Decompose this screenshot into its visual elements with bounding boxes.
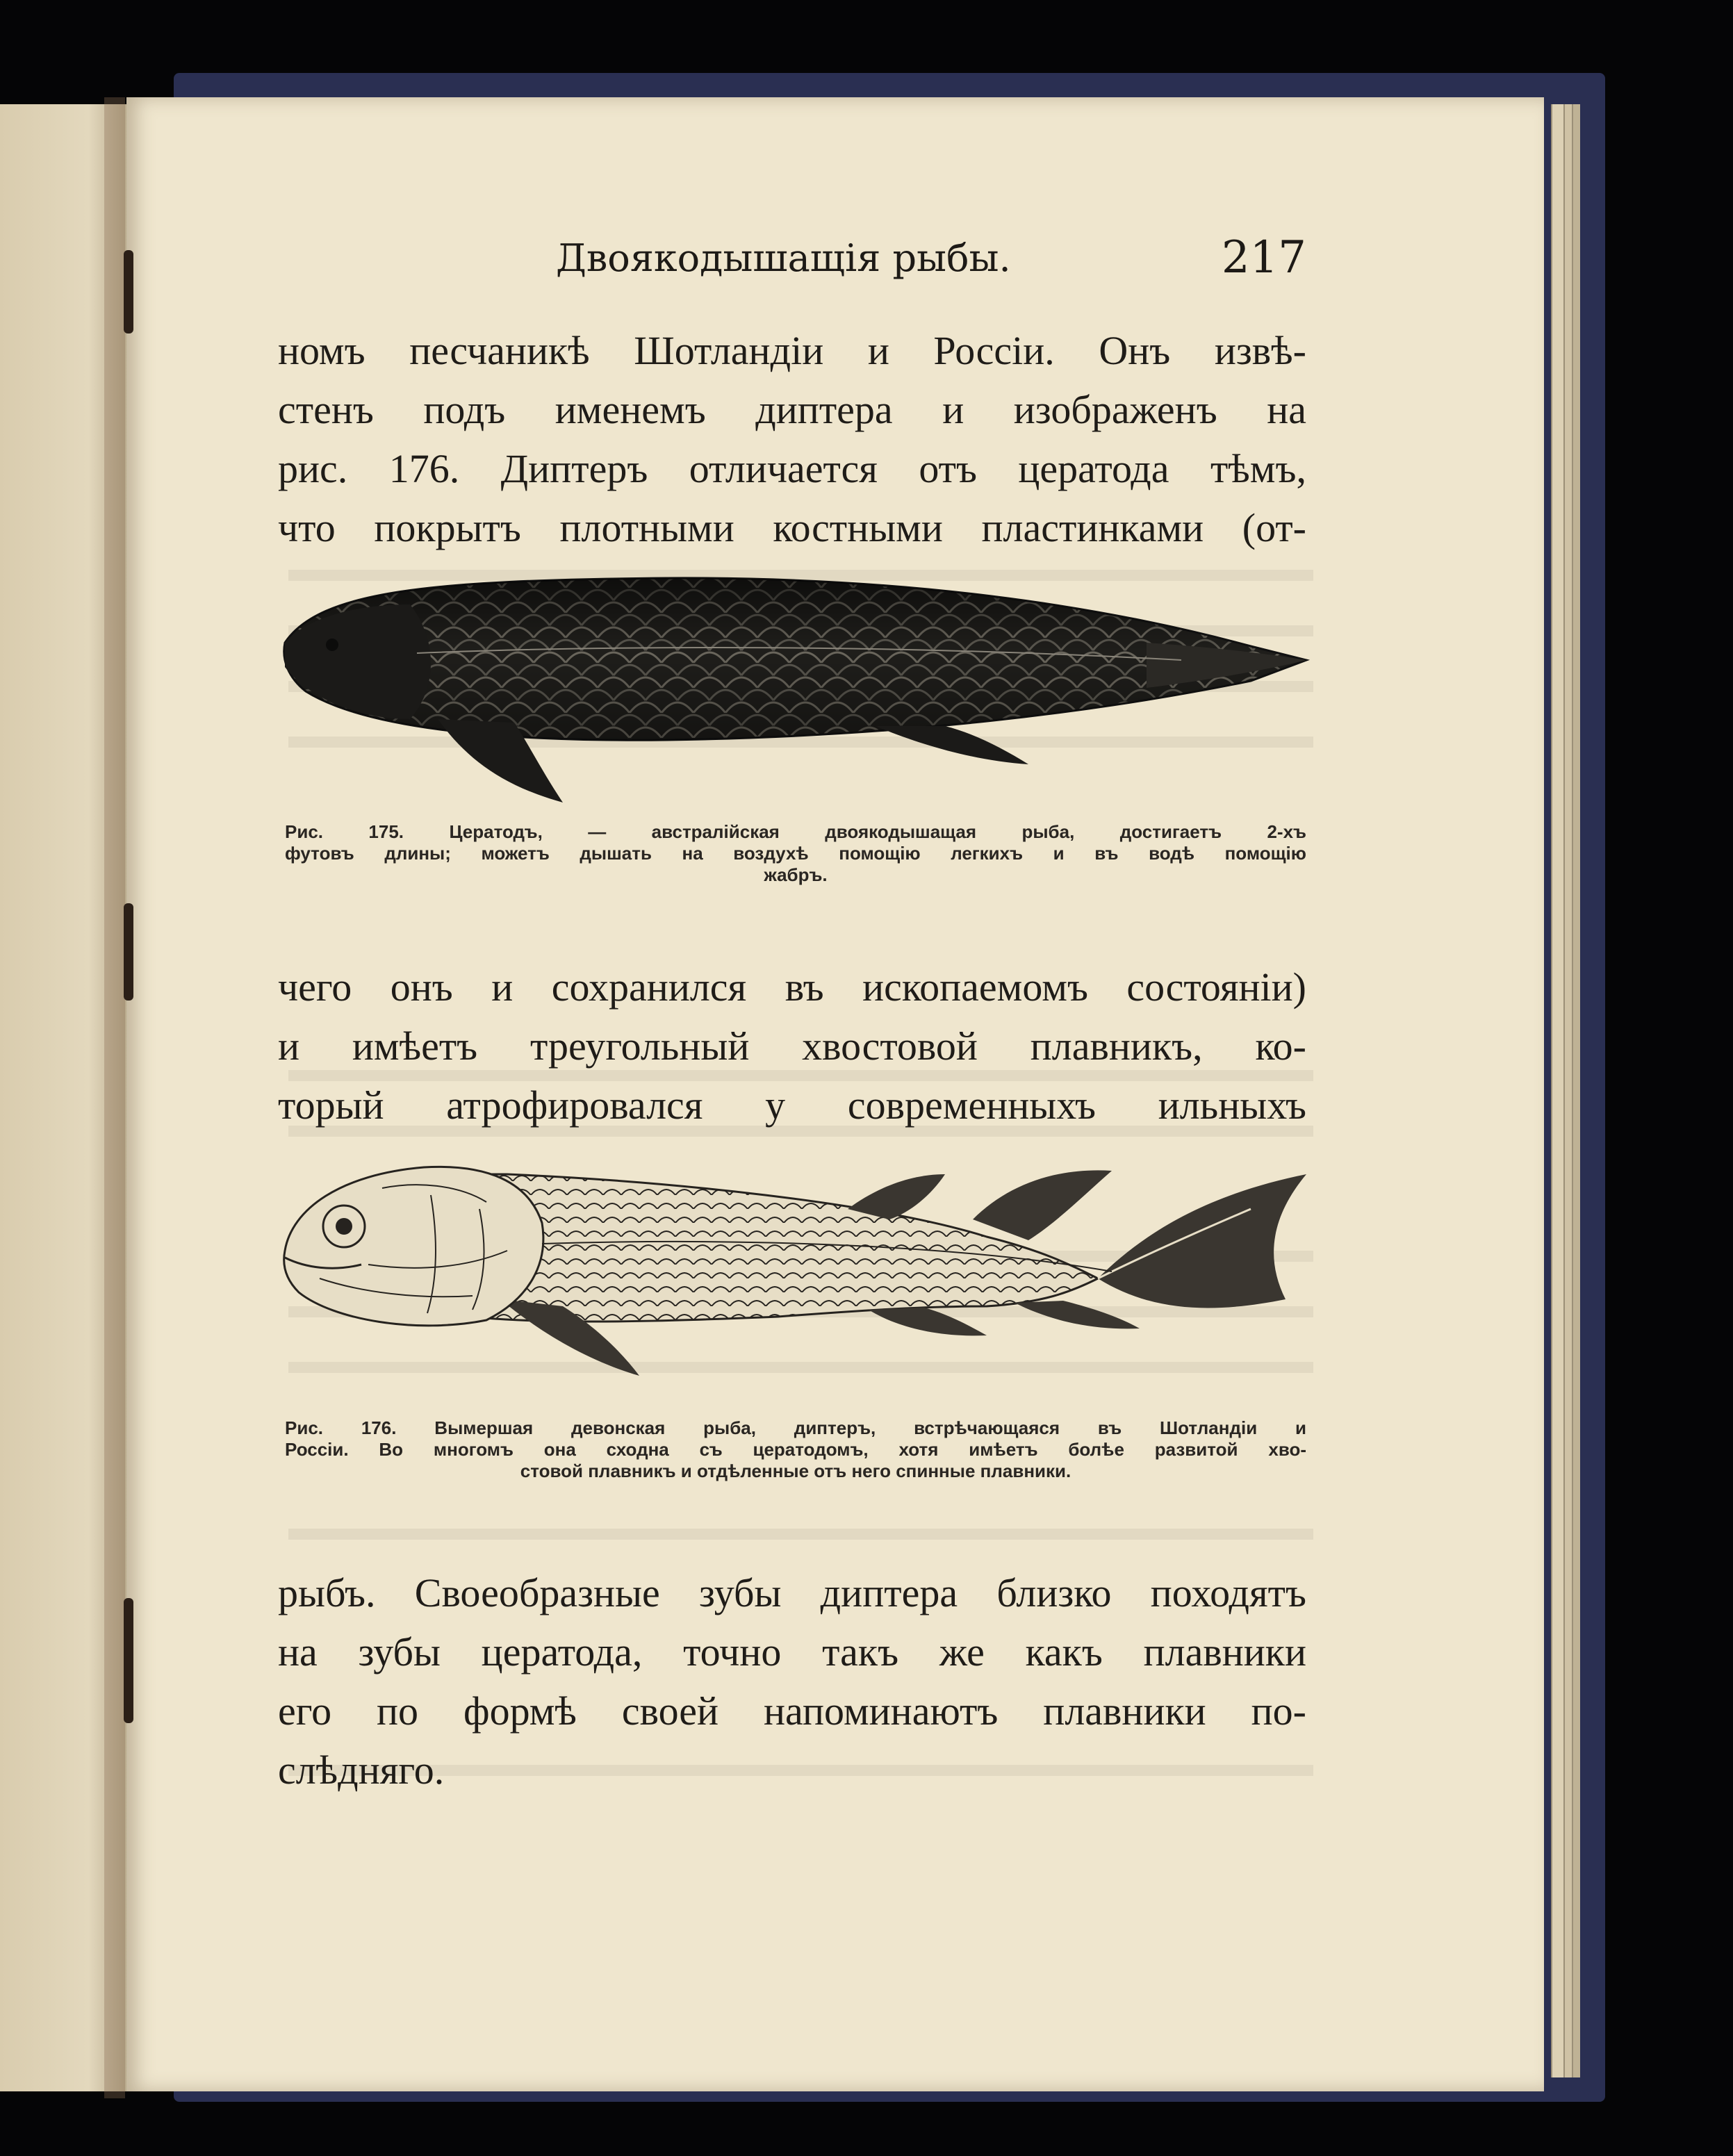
text-line: торый атрофировался у современныхъ ильныхъ [278,1083,1306,1128]
figure-176-caption [285,1417,1306,1482]
caption-line: футовъ длины; можетъ дышать на воздухѣ помощію легкихъ и въ водѣ помощію [285,843,1306,864]
caption-line: жабръ. [764,864,828,885]
text-line: рис. 176. Диптеръ отличается отъ цератода тѣмъ, [278,446,1306,491]
caption-line: стовой плавникъ и отдѣленные отъ него спинные плавники. [520,1460,1071,1481]
page-header [292,232,1306,292]
ceratodus-illustration [278,563,1320,813]
text-line: номъ песчаникѣ Шотландіи и Россіи. Онъ извѣ- [278,328,1306,373]
left-page-gutter [104,97,125,2098]
caption-line: Россіи. Во многомъ она сходна съ цератодомъ, хотя имѣетъ болѣе развитой хво- [285,1439,1306,1460]
binding-stitch [124,1598,133,1723]
page-edge [1572,104,1580,2077]
binding-stitch [124,903,133,1001]
text-line: слѣдняго. [278,1747,445,1793]
text-line: и имѣетъ треугольный хвостовой плавникъ, ко- [278,1023,1306,1069]
figure-175-caption [285,821,1306,886]
dipterus-illustration [278,1153,1320,1404]
caption-line: Рис. 175. Цератодъ, — австралійская двоякодышащая рыба, достигаетъ 2-хъ [285,821,1306,842]
text-line: его по формѣ своей напоминаютъ плавники по- [278,1688,1306,1734]
running-title: Двоякодышащія рыбы. [556,236,1011,280]
text-line: рыбъ. Своеобразные зубы диптера близко походятъ [278,1570,1306,1615]
paragraph-2 [278,957,1306,1135]
text-line: что покрытъ плотными костными пластинками (от- [278,505,1306,550]
text-line: стенъ подъ именемъ диптера и изображенъ на [278,387,1306,432]
paragraph-3 [278,1563,1306,1800]
text-line: на зубы цератода, точно такъ же какъ плавники [278,1629,1306,1674]
text-line: чего онъ и сохранился въ ископаемомъ состояніи) [278,964,1306,1010]
paragraph-1 [278,321,1306,557]
bleed-through [288,1529,1313,1540]
page-number: 217 [1221,232,1306,283]
binding-stitch [124,250,133,334]
caption-line: Рис. 176. Вымершая девонская рыба, диптеръ, встрѣчающаяся въ Шотландіи и [285,1417,1306,1438]
